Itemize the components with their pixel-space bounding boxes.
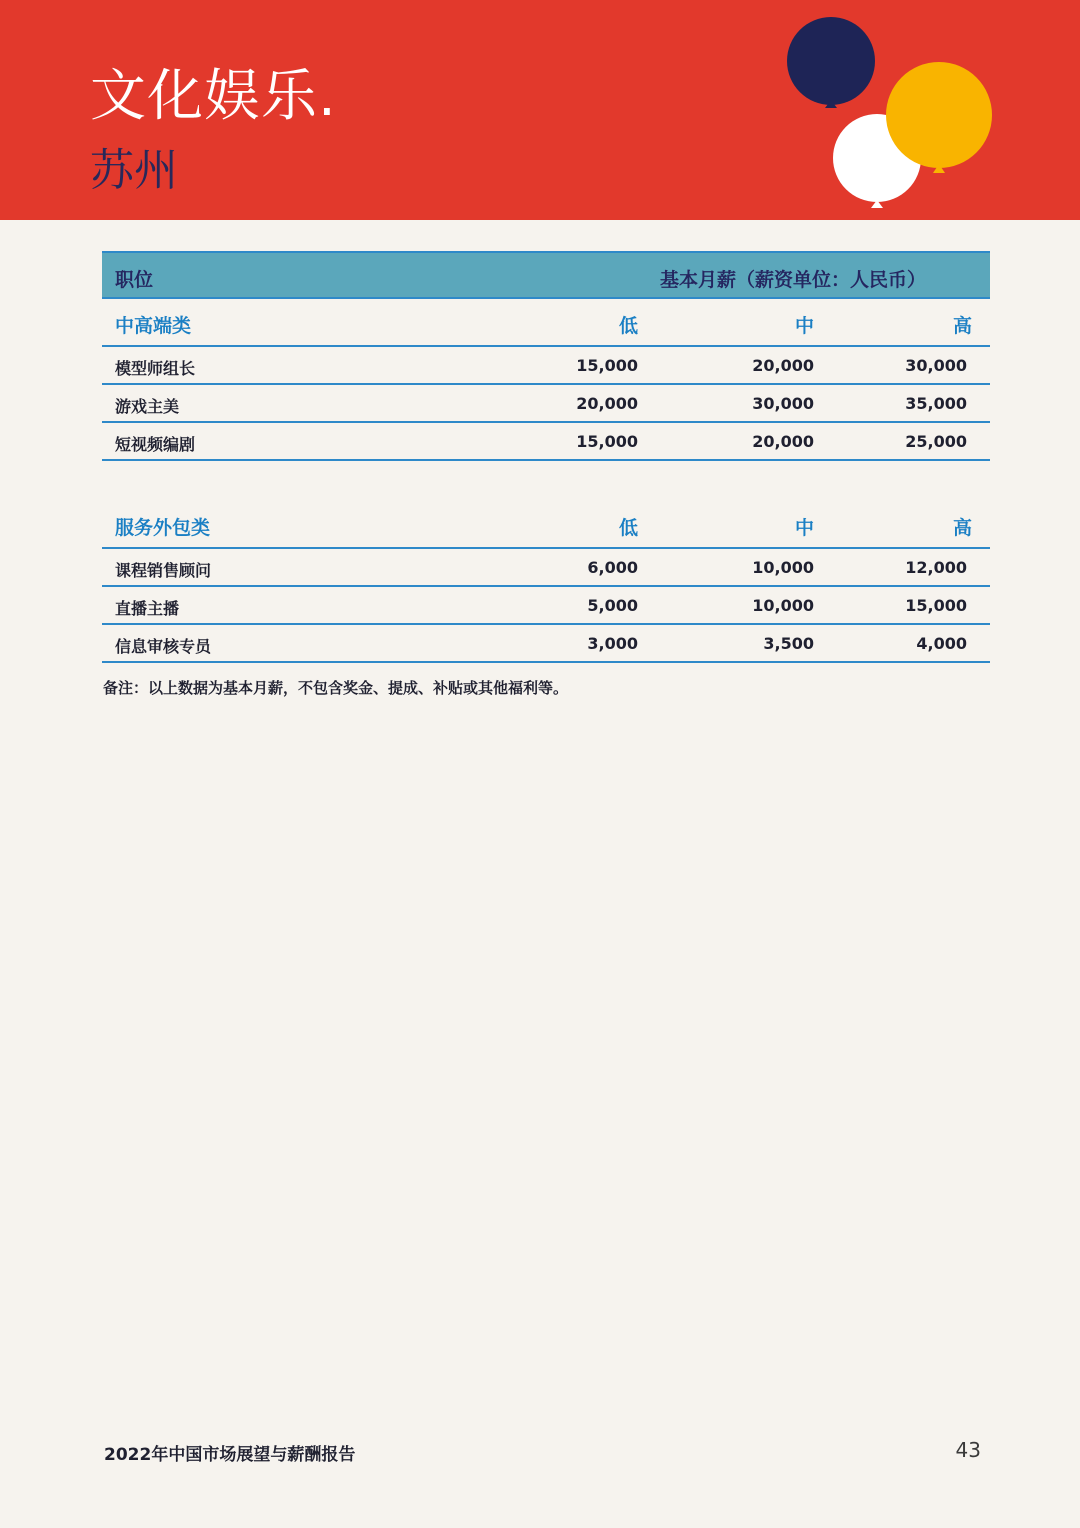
level-low-label: 低 [618,517,638,539]
section-name: 服务外包类 [115,517,211,539]
level-mid-label: 中 [794,315,814,337]
table-header [102,251,990,299]
section-name: 中高端类 [115,315,192,337]
salary-high: 25,000 [905,432,967,451]
position-name: 游戏主美 [115,397,180,416]
level-low-label: 低 [618,315,638,337]
section-header [102,501,990,549]
salary-mid: 20,000 [752,432,814,451]
salary-low: 20,000 [576,394,638,413]
salary-mid: 20,000 [752,356,814,375]
table-row [102,385,990,423]
salary-mid: 10,000 [752,596,814,615]
section-header [102,299,990,347]
position-name: 课程销售顾问 [115,561,212,580]
salary-low: 5,000 [587,596,638,615]
salary-high: 4,000 [916,634,967,653]
section-spacer [102,461,990,501]
table-note: 备注：以上数据为基本月薪，不包含奖金、提成、补贴或其他福利等。 [103,679,569,697]
level-mid-label: 中 [794,517,814,539]
salary-low: 15,000 [576,356,638,375]
position-name: 信息审核专员 [115,637,212,656]
page-header [0,0,1080,220]
position-name: 短视频编剧 [115,435,196,454]
position-name: 直播主播 [115,599,180,618]
table-row [102,423,990,461]
salary-high: 30,000 [905,356,967,375]
table-row [102,625,990,663]
salary-mid: 3,500 [763,634,814,653]
city-subtitle: 苏州 [90,145,178,196]
salary-low: 3,000 [587,634,638,653]
position-name: 模型师组长 [115,359,196,378]
salary-low: 15,000 [576,432,638,451]
table-row [102,587,990,625]
salary-high: 12,000 [905,558,967,577]
salary-high: 15,000 [905,596,967,615]
table-row [102,549,990,587]
footer-report-title: 2022年中国市场展望与薪酬报告 [104,1445,356,1465]
balloon-navy [787,17,875,108]
header-salary: 基本月薪（薪资单位：人民币） [659,269,926,291]
header-position: 职位 [115,269,154,291]
salary-low: 6,000 [587,558,638,577]
balloons-illustration [760,0,1020,220]
salary-mid: 10,000 [752,558,814,577]
page-number: 43 [955,1438,981,1462]
salary-table [102,251,990,663]
level-high-label: 高 [952,517,972,539]
table-row [102,347,990,385]
salary-high: 35,000 [905,394,967,413]
salary-mid: 30,000 [752,394,814,413]
page-title: 文化娱乐. [90,64,337,129]
level-high-label: 高 [952,315,972,337]
